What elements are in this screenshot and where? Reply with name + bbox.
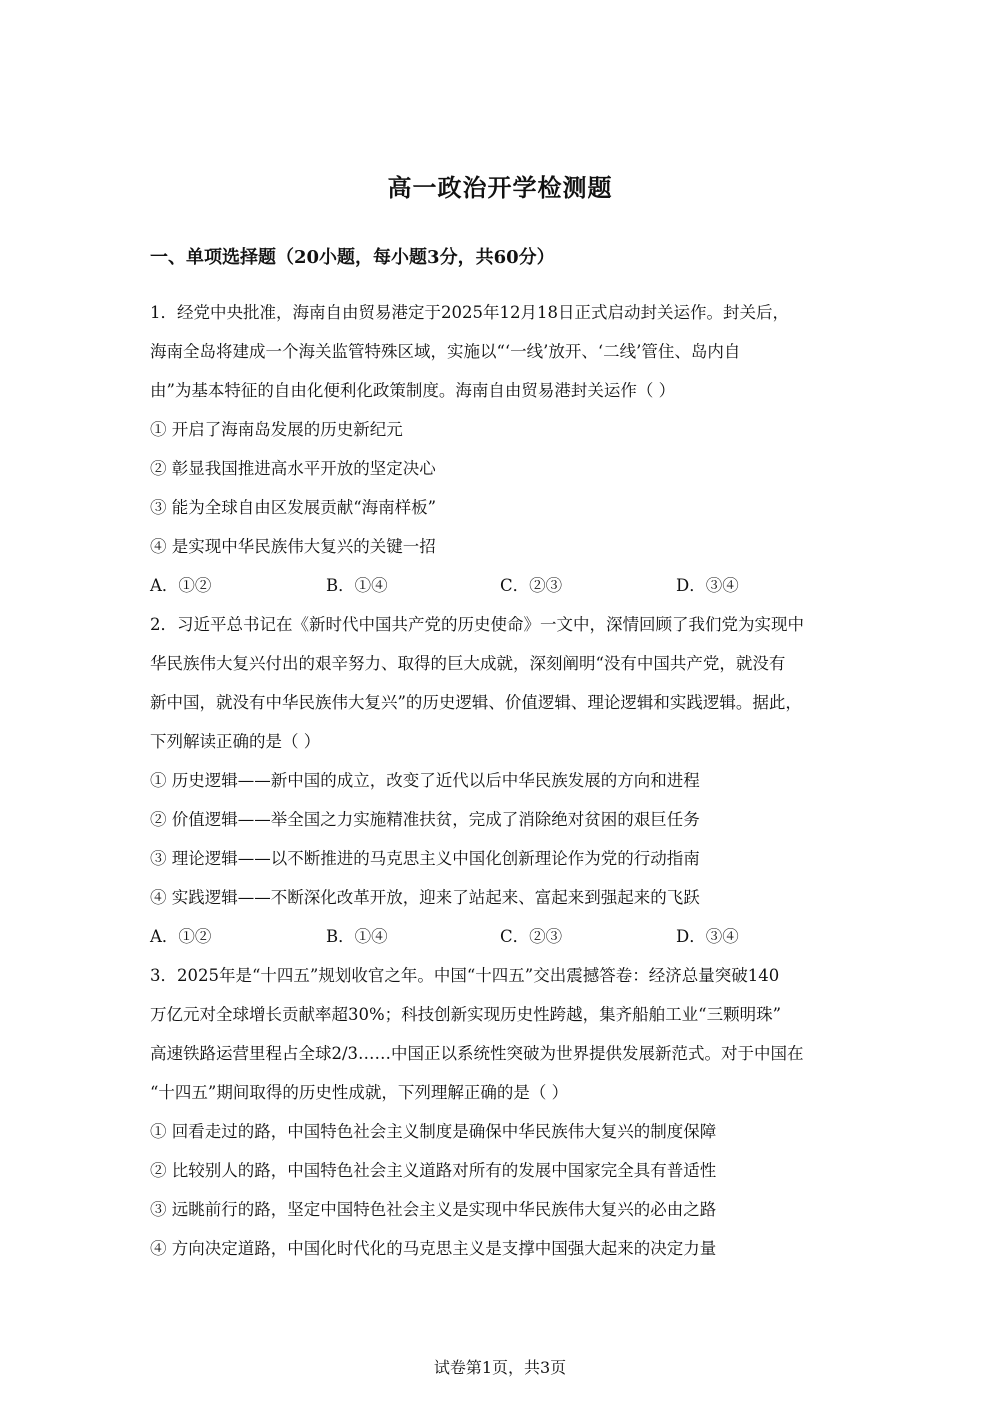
question-stem-line: 下列解读正确的是（ ） xyxy=(150,732,321,751)
question-stem-line: 万亿元对全球增长贡献率超30%；科技创新实现历史性跨越，集齐船舶工业“三颗明珠” xyxy=(150,1005,782,1024)
question-stem-line: “十四五”期间取得的历史性成就，下列理解正确的是（ ） xyxy=(150,1083,569,1102)
answer-option: D．③④ xyxy=(676,927,739,946)
question-stem-line: 3．2025年是“十四五”规划收官之年。中国“十四五”交出震撼答卷：经济总量突破140 xyxy=(150,966,780,985)
page-footer: 试卷第1页，共3页 xyxy=(433,1358,567,1377)
questions-container xyxy=(150,293,860,1268)
question-stem-line: 由”为基本特征的自由化便利化政策制度。海南自由贸易港封关运作（ ） xyxy=(150,381,676,400)
answer-option: C．②③ xyxy=(500,927,563,946)
answer-option: B．①④ xyxy=(326,927,388,946)
answer-options xyxy=(150,566,860,605)
statement-item: ③ 理论逻辑——以不断推进的马克思主义中国化创新理论作为党的行动指南 xyxy=(150,849,700,868)
question-stem-line: 1．经党中央批准，海南自由贸易港定于2025年12月18日正式启动封关运作。封关后， xyxy=(150,303,789,322)
statement-item: ② 比较别人的路，中国特色社会主义道路对所有的发展中国家完全具有普适性 xyxy=(150,1161,717,1180)
statement-item: ① 回看走过的路，中国特色社会主义制度是确保中华民族伟大复兴的制度保障 xyxy=(150,1122,717,1141)
answer-option: A．①② xyxy=(150,927,212,946)
question-stem-line: 2．习近平总书记在《新时代中国共产党的历史使命》一文中，深情回顾了我们党为实现中 xyxy=(150,615,804,634)
statement-item: ① 历史逻辑——新中国的成立，改变了近代以后中华民族发展的方向和进程 xyxy=(150,771,700,790)
answer-option: B．①④ xyxy=(326,576,388,595)
question-stem-line: 华民族伟大复兴付出的艰辛努力、取得的巨大成就，深刻阐明“没有中国共产党，就没有 xyxy=(150,654,786,673)
answer-option: D．③④ xyxy=(676,576,739,595)
statement-item: ③ 远眺前行的路，坚定中国特色社会主义是实现中华民族伟大复兴的必由之路 xyxy=(150,1200,717,1219)
section-heading: 一、单项选择题（20小题，每小题3分，共60分） xyxy=(150,247,555,268)
statement-item: ④ 实践逻辑——不断深化改革开放，迎来了站起来、富起来到强起来的飞跃 xyxy=(150,888,700,907)
answer-option: C．②③ xyxy=(500,576,563,595)
question-block xyxy=(150,293,860,605)
answer-options xyxy=(150,917,860,956)
statement-item: ④ 是实现中华民族伟大复兴的关键一招 xyxy=(150,537,436,556)
statement-item: ③ 能为全球自由区发展贡献“海南样板” xyxy=(150,498,437,517)
answer-option: A．①② xyxy=(150,576,212,595)
question-block xyxy=(150,956,860,1268)
question-stem-line: 海南全岛将建成一个海关监管特殊区域，实施以“‘一线’放开、‘二线’管住、岛内自 xyxy=(150,342,741,361)
statement-item: ④ 方向决定道路，中国化时代化的马克思主义是支撑中国强大起来的决定力量 xyxy=(150,1239,717,1258)
statement-item: ① 开启了海南岛发展的历史新纪元 xyxy=(150,420,403,439)
question-block xyxy=(150,605,860,956)
question-stem-line: 高速铁路运营里程占全球2/3……中国正以系统性突破为世界提供发展新范式。对于中国在 xyxy=(150,1044,804,1063)
statement-item: ② 价值逻辑——举全国之力实施精准扶贫，完成了消除绝对贫困的艰巨任务 xyxy=(150,810,700,829)
question-stem-line: 新中国，就没有中华民族伟大复兴”的历史逻辑、价值逻辑、理论逻辑和实践逻辑。据此， xyxy=(150,693,802,712)
statement-item: ② 彰显我国推进高水平开放的坚定决心 xyxy=(150,459,436,478)
page-title: 高一政治开学检测题 xyxy=(387,173,613,202)
